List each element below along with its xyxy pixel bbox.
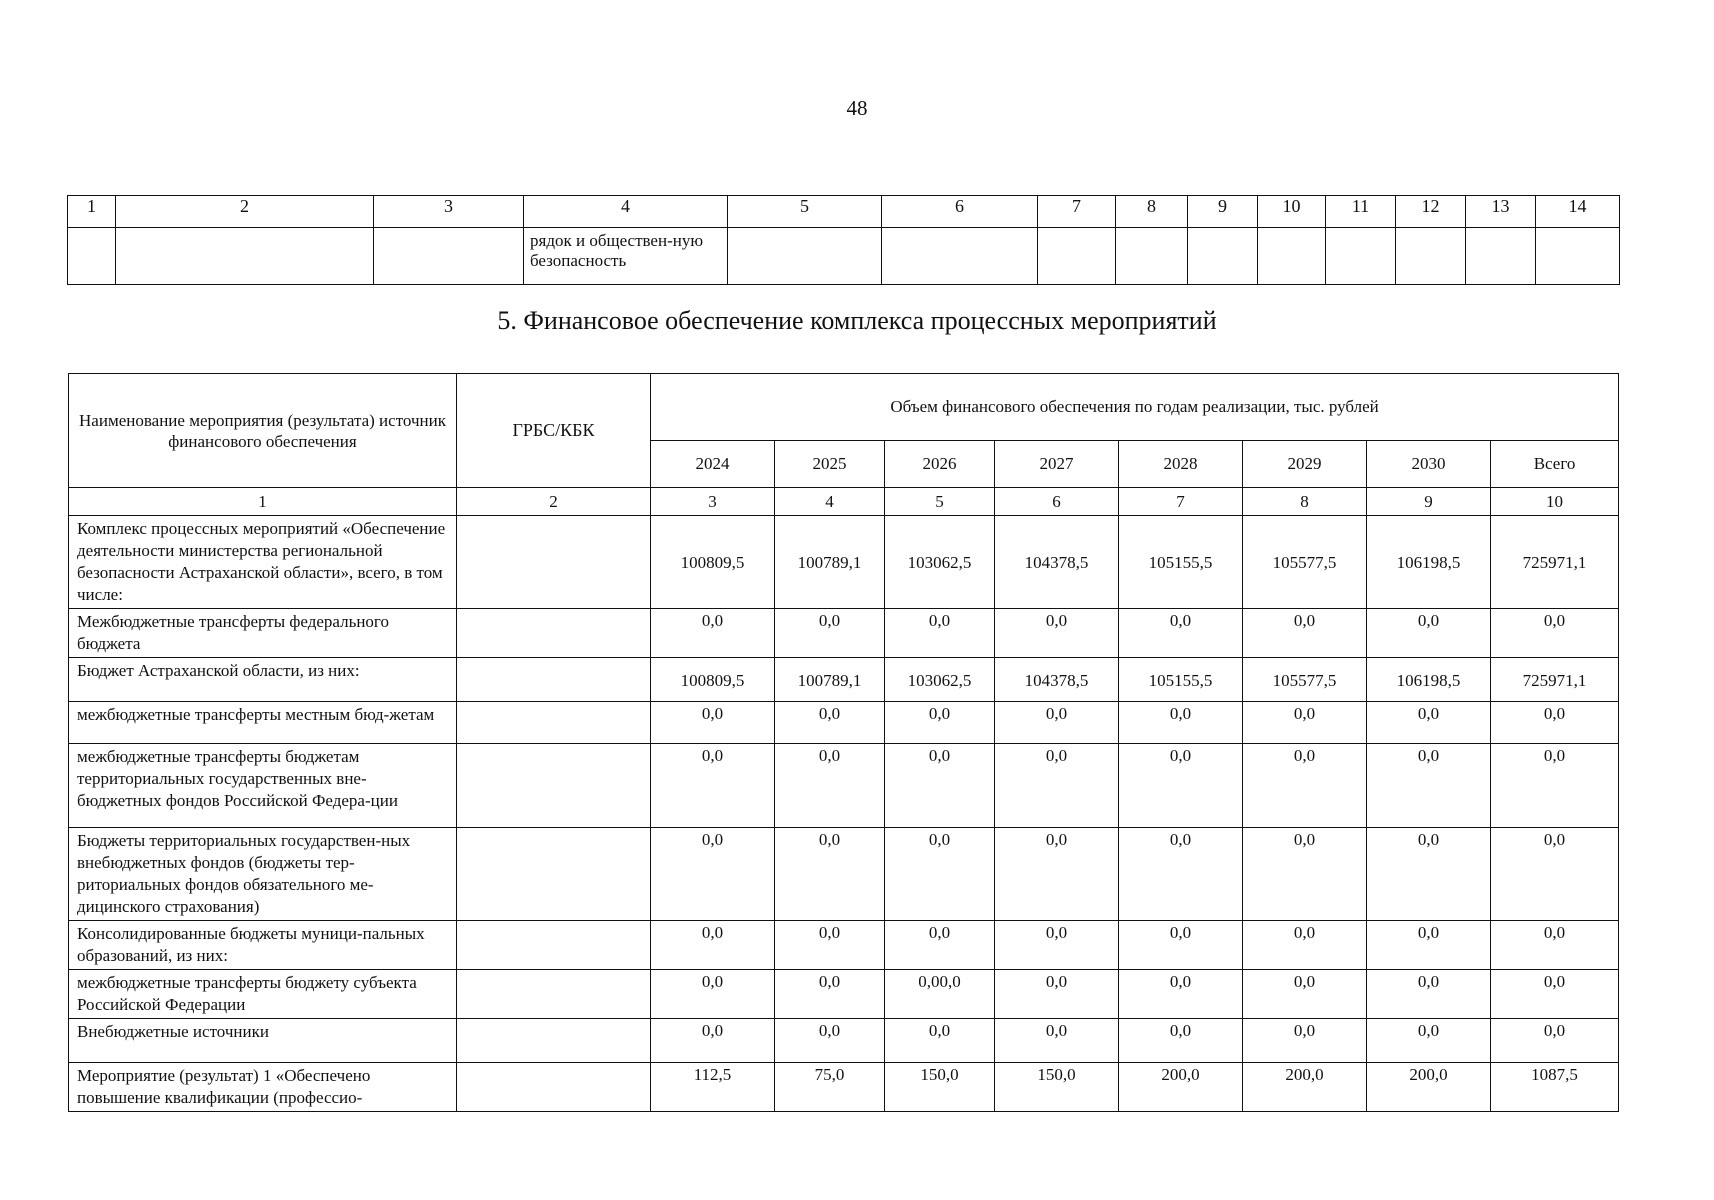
column-number: 9	[1367, 488, 1491, 516]
column-number: 3	[651, 488, 775, 516]
value-cell: 0,0	[995, 1019, 1119, 1063]
table-row	[69, 1063, 1619, 1112]
table-cell	[1258, 228, 1326, 285]
table-row	[69, 921, 1619, 970]
year-header: 2029	[1243, 441, 1367, 488]
value-cell: 0,0	[1367, 828, 1491, 921]
column-number: 8	[1116, 196, 1188, 228]
table-row	[69, 702, 1619, 744]
value-cell: 0,0	[1367, 609, 1491, 658]
value-cell: 103062,5	[885, 516, 995, 609]
table-cell	[1396, 228, 1466, 285]
row-name: Бюджеты территориальных государствен-ных внебюджетных фондов (бюджеты тер-риториальных фондов обязательного ме-дицинского страхования)	[69, 828, 457, 921]
value-cell: 0,0	[995, 702, 1119, 744]
row-name: Комплекс процессных мероприятий «Обеспечение деятельности министерства региональной безопасности Астраханской области», всего, в том числе:	[69, 516, 457, 609]
continuation-body-row	[68, 228, 1620, 285]
continuation-table	[67, 195, 1620, 285]
column-number: 4	[524, 196, 728, 228]
value-cell: 0,0	[1119, 828, 1243, 921]
value-cell: 105155,5	[1119, 516, 1243, 609]
value-cell: 150,0	[885, 1063, 995, 1112]
value-cell: 200,0	[1119, 1063, 1243, 1112]
row-grbs	[457, 609, 651, 658]
table-cell	[374, 228, 524, 285]
value-cell: 0,0	[1491, 828, 1619, 921]
value-cell: 112,5	[651, 1063, 775, 1112]
header-name: Наименование мероприятия (результата) источник финансового обеспечения	[69, 374, 457, 488]
value-cell: 100809,5	[651, 516, 775, 609]
value-cell: 725971,1	[1491, 516, 1619, 609]
year-header: 2027	[995, 441, 1119, 488]
value-cell: 0,0	[1119, 702, 1243, 744]
row-name: межбюджетные трансферты бюджету субъекта Российской Федерации	[69, 970, 457, 1019]
value-cell: 105155,5	[1119, 658, 1243, 702]
value-cell: 0,00,0	[885, 970, 995, 1019]
value-cell: 0,0	[885, 702, 995, 744]
column-number: 1	[68, 196, 116, 228]
table-row	[69, 658, 1619, 702]
row-name: Мероприятие (результат) 1 «Обеспечено повышение квалификации (профессио-	[69, 1063, 457, 1112]
value-cell: 0,0	[651, 970, 775, 1019]
continuation-header-row	[68, 196, 1620, 228]
column-number: 3	[374, 196, 524, 228]
row-grbs	[457, 1019, 651, 1063]
year-header: 2030	[1367, 441, 1491, 488]
finance-table	[68, 373, 1619, 1112]
year-header: Всего	[1491, 441, 1619, 488]
finance-body	[69, 516, 1619, 1112]
value-cell: 105577,5	[1243, 658, 1367, 702]
value-cell: 0,0	[1367, 702, 1491, 744]
value-cell: 200,0	[1367, 1063, 1491, 1112]
row-name: Консолидированные бюджеты муници-пальных образований, из них:	[69, 921, 457, 970]
value-cell: 0,0	[651, 828, 775, 921]
column-number: 2	[457, 488, 651, 516]
finance-header-row	[69, 374, 1619, 441]
value-cell: 0,0	[995, 921, 1119, 970]
value-cell: 0,0	[1491, 970, 1619, 1019]
row-grbs	[457, 702, 651, 744]
column-number: 1	[69, 488, 457, 516]
value-cell: 0,0	[1367, 1019, 1491, 1063]
column-number: 10	[1491, 488, 1619, 516]
table-cell	[1038, 228, 1116, 285]
value-cell: 106198,5	[1367, 516, 1491, 609]
column-number: 13	[1466, 196, 1536, 228]
value-cell: 104378,5	[995, 658, 1119, 702]
table-cell	[1188, 228, 1258, 285]
value-cell: 0,0	[775, 921, 885, 970]
section-title: 5. Финансовое обеспечение комплекса процессных мероприятий	[497, 306, 1217, 335]
value-cell: 0,0	[1119, 609, 1243, 658]
value-cell: 0,0	[775, 702, 885, 744]
value-cell: 0,0	[651, 921, 775, 970]
value-cell: 100789,1	[775, 516, 885, 609]
value-cell: 0,0	[1243, 921, 1367, 970]
value-cell: 0,0	[995, 970, 1119, 1019]
column-number: 11	[1326, 196, 1396, 228]
table-cell	[728, 228, 882, 285]
row-name: Межбюджетные трансферты федерального бюджета	[69, 609, 457, 658]
value-cell: 0,0	[1243, 744, 1367, 828]
value-cell: 0,0	[1367, 970, 1491, 1019]
row-grbs	[457, 921, 651, 970]
value-cell: 0,0	[775, 970, 885, 1019]
value-cell: 0,0	[885, 609, 995, 658]
table-row	[69, 516, 1619, 609]
row-name: Бюджет Астраханской области, из них:	[69, 658, 457, 702]
column-number: 10	[1258, 196, 1326, 228]
value-cell: 103062,5	[885, 658, 995, 702]
table-cell	[1536, 228, 1620, 285]
column-number: 14	[1536, 196, 1620, 228]
row-grbs	[457, 516, 651, 609]
column-number: 5	[728, 196, 882, 228]
value-cell: 0,0	[1243, 970, 1367, 1019]
row-grbs	[457, 970, 651, 1019]
value-cell: 0,0	[651, 702, 775, 744]
value-cell: 100789,1	[775, 658, 885, 702]
value-cell: 0,0	[1367, 744, 1491, 828]
value-cell: 0,0	[1491, 921, 1619, 970]
value-cell: 0,0	[1491, 744, 1619, 828]
table-cell	[882, 228, 1038, 285]
value-cell: 0,0	[1119, 1019, 1243, 1063]
column-numbers-row	[69, 488, 1619, 516]
value-cell: 0,0	[885, 1019, 995, 1063]
table-cell	[1116, 228, 1188, 285]
row-grbs	[457, 828, 651, 921]
value-cell: 0,0	[775, 1019, 885, 1063]
row-name: Внебюджетные источники	[69, 1019, 457, 1063]
column-number: 5	[885, 488, 995, 516]
table-row	[69, 970, 1619, 1019]
table-row	[69, 744, 1619, 828]
value-cell: 0,0	[995, 609, 1119, 658]
value-cell: 0,0	[1119, 921, 1243, 970]
value-cell: 0,0	[1243, 702, 1367, 744]
value-cell: 0,0	[775, 828, 885, 921]
value-cell: 0,0	[1243, 1019, 1367, 1063]
continuation-text-cell: рядок и обществен-ную безопасность	[524, 228, 728, 285]
row-name: межбюджетные трансферты местным бюд-жетам	[69, 702, 457, 744]
table-cell	[1466, 228, 1536, 285]
value-cell: 0,0	[995, 744, 1119, 828]
year-header: 2025	[775, 441, 885, 488]
year-header: 2028	[1119, 441, 1243, 488]
value-cell: 106198,5	[1367, 658, 1491, 702]
value-cell: 0,0	[885, 921, 995, 970]
column-number: 7	[1038, 196, 1116, 228]
header-grbs: ГРБС/КБК	[457, 374, 651, 488]
year-header: 2024	[651, 441, 775, 488]
row-grbs	[457, 658, 651, 702]
value-cell: 0,0	[1491, 702, 1619, 744]
column-number: 9	[1188, 196, 1258, 228]
column-number: 6	[882, 196, 1038, 228]
value-cell: 1087,5	[1491, 1063, 1619, 1112]
header-volume: Объем финансового обеспечения по годам реализации, тыс. рублей	[651, 374, 1619, 441]
value-cell: 104378,5	[995, 516, 1119, 609]
value-cell: 725971,1	[1491, 658, 1619, 702]
value-cell: 75,0	[775, 1063, 885, 1112]
value-cell: 0,0	[775, 744, 885, 828]
value-cell: 0,0	[1119, 744, 1243, 828]
value-cell: 0,0	[1243, 828, 1367, 921]
page-number: 48	[846, 96, 868, 120]
table-row	[69, 609, 1619, 658]
value-cell: 0,0	[1367, 921, 1491, 970]
value-cell: 0,0	[775, 609, 885, 658]
value-cell: 0,0	[651, 1019, 775, 1063]
value-cell: 0,0	[885, 828, 995, 921]
value-cell: 0,0	[1491, 609, 1619, 658]
column-number: 12	[1396, 196, 1466, 228]
row-grbs	[457, 1063, 651, 1112]
value-cell: 0,0	[995, 828, 1119, 921]
value-cell: 0,0	[1243, 609, 1367, 658]
value-cell: 0,0	[885, 744, 995, 828]
column-number: 2	[116, 196, 374, 228]
value-cell: 105577,5	[1243, 516, 1367, 609]
row-name: межбюджетные трансферты бюджетам территориальных государственных вне-бюджетных фондов Российской Федера-ции	[69, 744, 457, 828]
value-cell: 0,0	[1491, 1019, 1619, 1063]
table-cell	[1326, 228, 1396, 285]
value-cell: 0,0	[651, 744, 775, 828]
table-cell	[68, 228, 116, 285]
table-row	[69, 1019, 1619, 1063]
table-row	[69, 828, 1619, 921]
table-cell	[116, 228, 374, 285]
value-cell: 200,0	[1243, 1063, 1367, 1112]
value-cell: 0,0	[1119, 970, 1243, 1019]
year-header: 2026	[885, 441, 995, 488]
column-number: 4	[775, 488, 885, 516]
value-cell: 150,0	[995, 1063, 1119, 1112]
column-number: 7	[1119, 488, 1243, 516]
column-number: 6	[995, 488, 1119, 516]
row-grbs	[457, 744, 651, 828]
column-number: 8	[1243, 488, 1367, 516]
value-cell: 100809,5	[651, 658, 775, 702]
value-cell: 0,0	[651, 609, 775, 658]
